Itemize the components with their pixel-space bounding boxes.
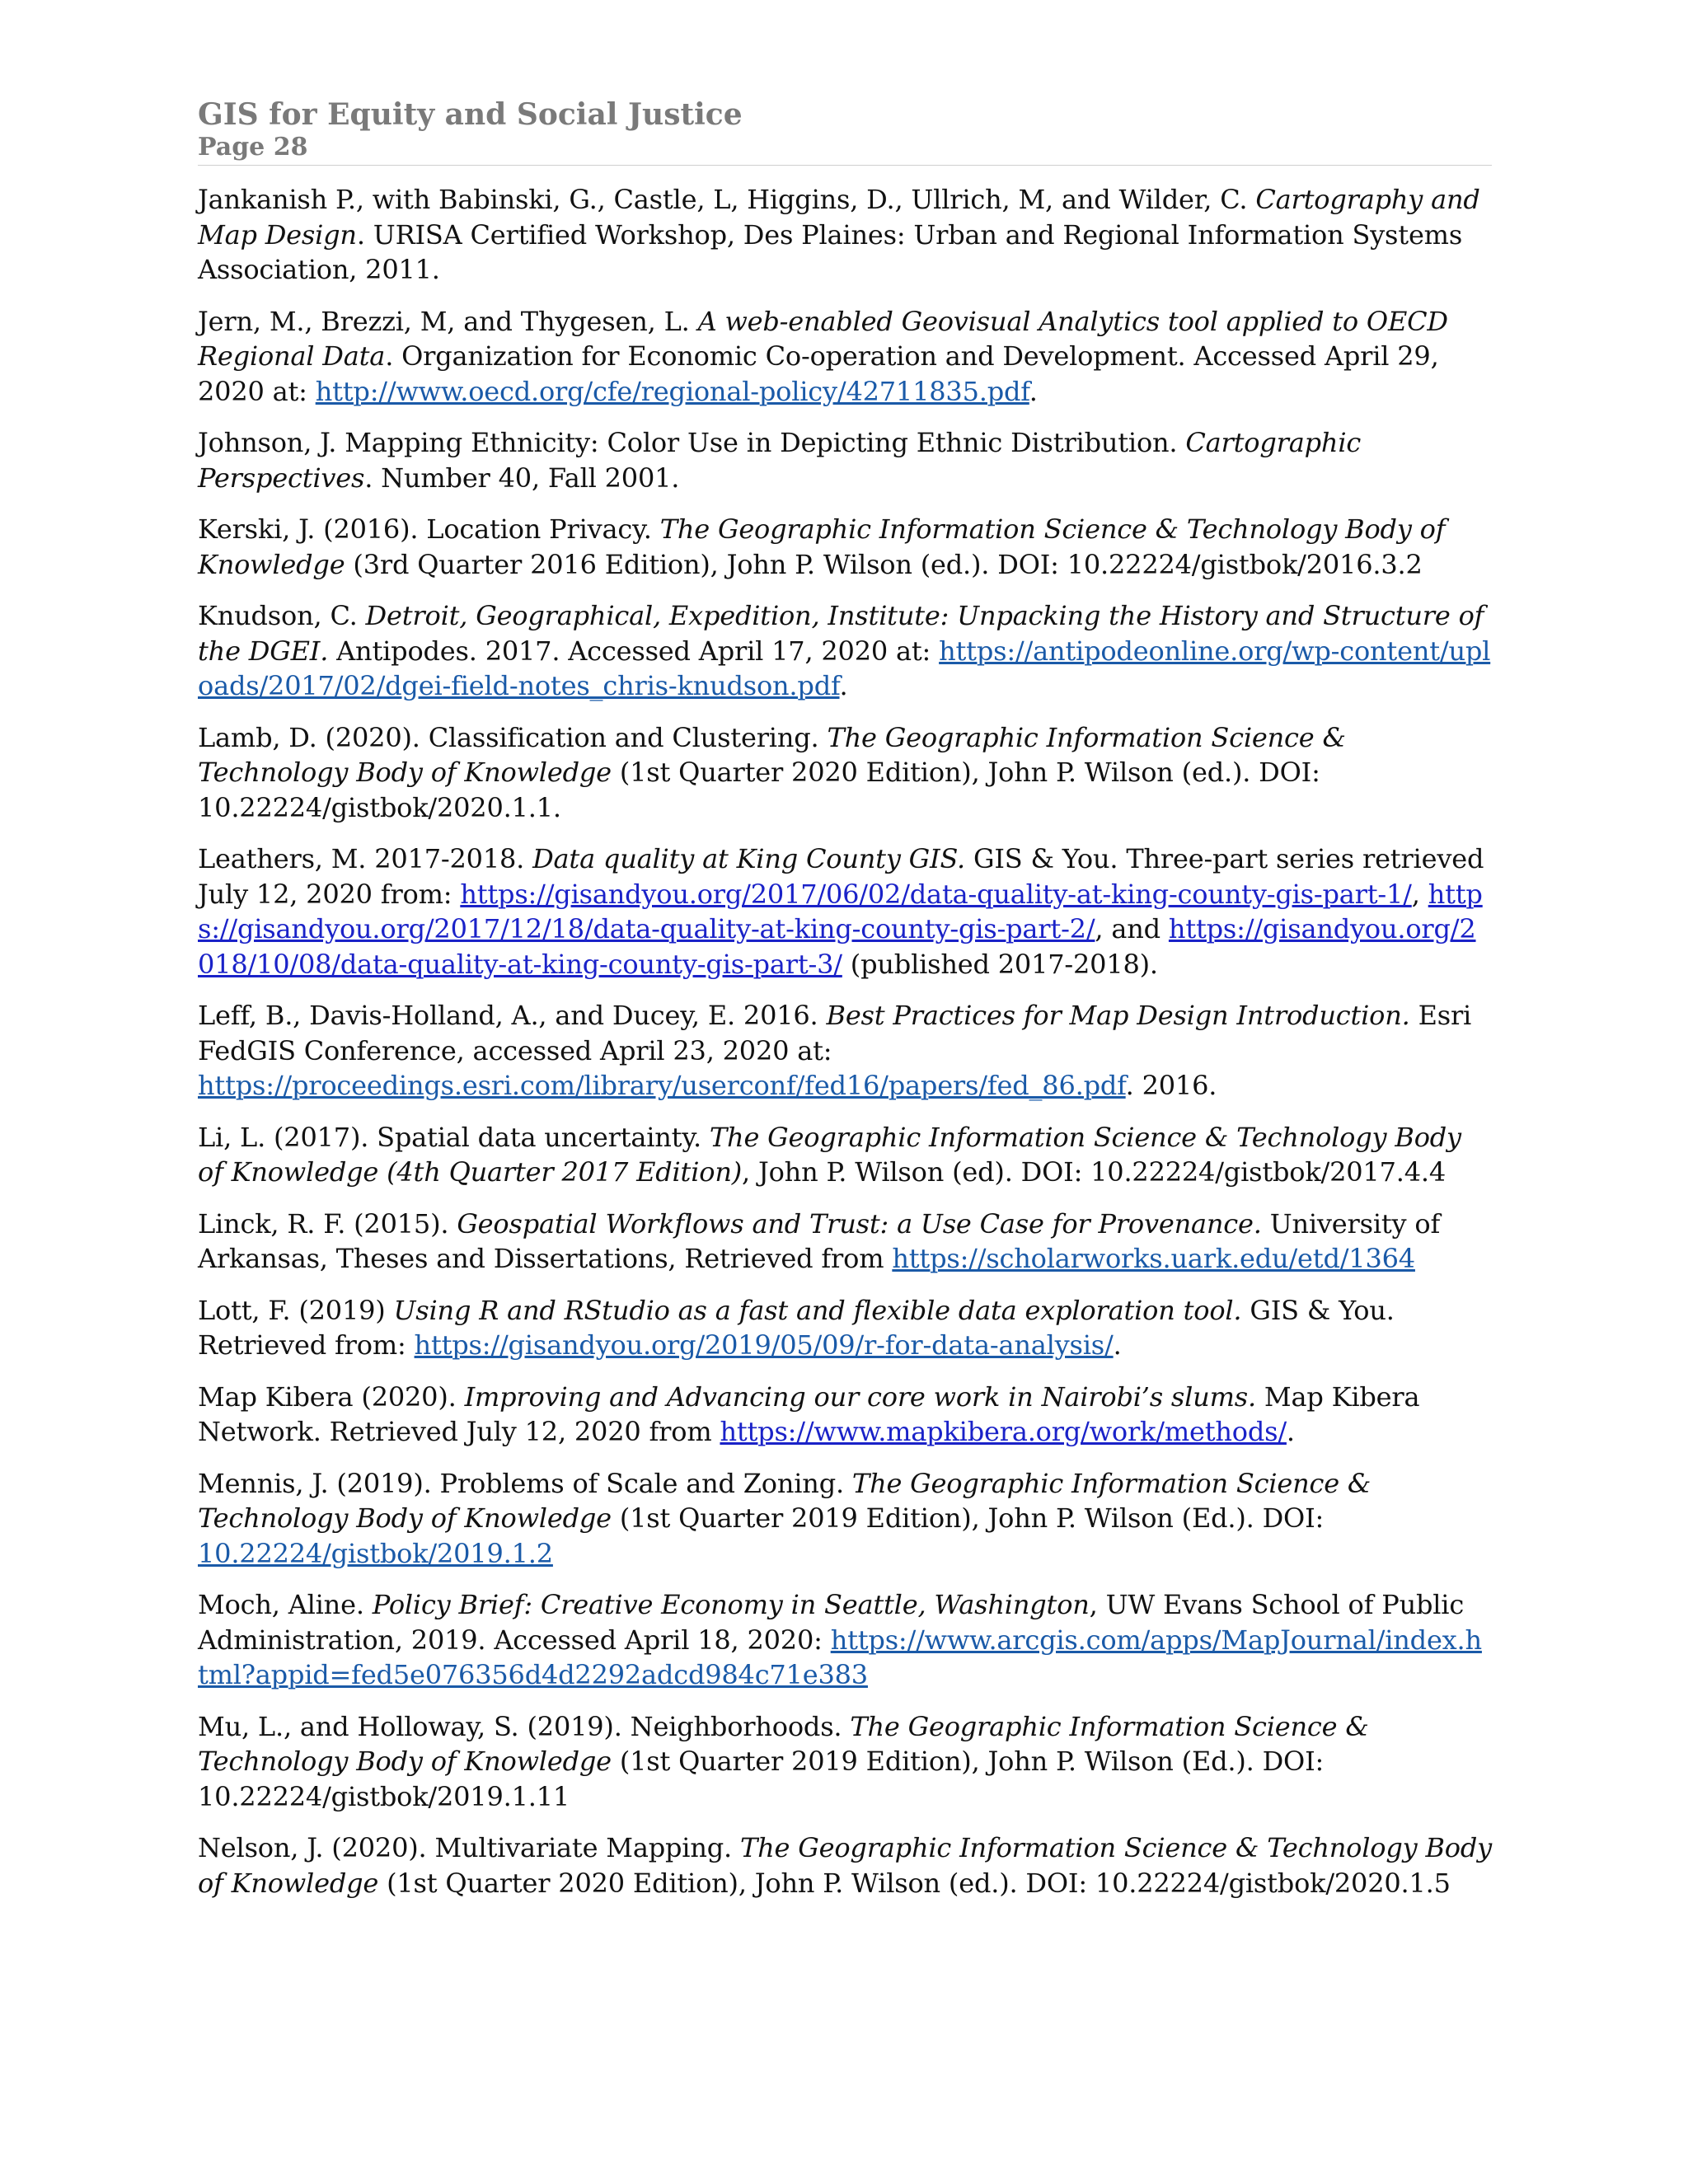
ref-text: Moch, Aline. [198,1589,373,1620]
reference-mapkibera [198,1380,1492,1450]
ref-text: Lott, F. (2019) [198,1294,394,1326]
ref-title: The Geographic Information Science & Technology Body of Knowledge [198,1710,1369,1777]
reference-nelson [198,1830,1492,1900]
reference-johnson [198,425,1492,495]
reference-jern [198,304,1492,410]
ref-text: Leathers, M. 2017-2018. [198,843,533,874]
reference-mu [198,1709,1492,1815]
reference-knudson [198,598,1492,704]
ref-text: Antipodes. 2017. Accessed April 17, 2020 at: [328,635,940,667]
page-header [198,97,1492,166]
ref-text: Nelson, J. (2020). Multivariate Mapping. [198,1832,740,1863]
reference-leff [198,998,1492,1104]
ref-title: The Geographic Information Science & Technology Body of Knowledge [198,513,1446,580]
ref-text: (3rd Quarter 2016 Edition), John P. Wilson (ed.). DOI: 10.22224/gistbok/2016.3.2 [345,548,1423,580]
reference-li [198,1120,1492,1190]
ref-text: Mennis, J. (2019). Problems of Scale and Zoning. [198,1467,852,1499]
ref-link[interactable]: 10.22224/gistbok/2019.1.2 [198,1537,553,1569]
ref-text: Li, L. (2017). Spatial data uncertainty. [198,1121,710,1153]
ref-title: A web-enabled Geovisual Analytics tool applied to OECD Regional Data [198,305,1448,372]
ref-link[interactable]: https://gisandyou.org/2018/10/08/data-quality-at-king-county-gis-part-3/ [198,913,1476,980]
ref-text: Knudson, C. [198,600,366,631]
ref-text: . 2016. [1125,1070,1217,1101]
ref-text: . [1286,1416,1295,1447]
ref-text: Kerski, J. (2016). Location Privacy. [198,513,660,545]
ref-title: The Geographic Information Science & Technology Body of Knowledge (4th Quarter 2017 Edition) [198,1121,1461,1188]
ref-text: . URISA Certified Workshop, Des Plaines: Urban and Regional Information Systems Association, 2011. [198,218,1463,285]
ref-text: (1st Quarter 2020 Edition), John P. Wilson (ed.). DOI: 10.22224/gistbok/2020.1.1. [198,757,1320,823]
ref-title: Using R and RStudio as a fast and flexible data exploration tool. [393,1294,1242,1326]
ref-title: Improving and Advancing our core work in Nairobi’s slums. [464,1380,1256,1413]
ref-link[interactable]: https://gisandyou.org/2017/06/02/data-quality-at-king-county-gis-part-1/ [460,878,1412,910]
ref-text: , [1411,878,1428,910]
ref-text: . Organization for Economic Co-operation and Development. Accessed April 29, 2020 at: [198,340,1439,407]
reference-mennis [198,1466,1492,1572]
reference-lott [198,1293,1492,1363]
ref-title: The Geographic Information Science & Technology Body of Knowledge [198,1832,1493,1899]
document-page [198,97,1492,1917]
ref-text: . [1113,1329,1122,1361]
document-title: GIS for Equity and Social Justice [198,97,743,132]
ref-text: (1st Quarter 2019 Edition), John P. Wilson (Ed.). DOI: [611,1502,1325,1534]
reference-jankanish [198,182,1492,288]
ref-link[interactable]: https://gisandyou.org/2019/05/09/r-for-data-analysis/ [414,1329,1114,1361]
ref-text: (published 2017-2018). [842,948,1158,980]
ref-link[interactable]: https://www.mapkibera.org/work/methods/ [720,1416,1287,1447]
ref-text: , John P. Wilson (ed). DOI: 10.22224/gistbok/2017.4.4 [742,1156,1447,1188]
reference-moch [198,1587,1492,1693]
ref-text: . [1029,375,1038,407]
ref-title: Geospatial Workflows and Trust: a Use Case for Provenance. [457,1207,1262,1240]
ref-title: Data quality at King County GIS. [532,843,966,874]
ref-title: Cartography and Map Design [198,184,1480,251]
ref-text: , UW Evans School of Public Administration, 2019. Accessed April 18, 2020: [198,1589,1465,1656]
ref-link[interactable]: https://antipodeonline.org/wp-content/uploads/2017/02/dgei-field-notes_chris-knudson.pdf [198,635,1491,701]
ref-text: (1st Quarter 2020 Edition), John P. Wilson (ed.). DOI: 10.22224/gistbok/2020.1.5 [378,1867,1451,1899]
ref-text: Lamb, D. (2020). Classification and Clustering. [198,721,828,753]
ref-text: , and [1095,913,1169,944]
ref-text: University of Arkansas, Theses and Dissertations, Retrieved from [198,1207,1441,1274]
ref-title: The Geographic Information Science & Technology Body of Knowledge [198,1467,1372,1534]
ref-text: . [839,670,848,701]
ref-title: The Geographic Information Science & Technology Body of Knowledge [198,721,1346,788]
ref-text: Esri FedGIS Conference, accessed April 23, 2020 at: [198,1000,1472,1066]
ref-text: Linck, R. F. (2015). [198,1207,457,1240]
reference-linck [198,1207,1492,1277]
ref-link[interactable]: https://gisandyou.org/2017/12/18/data-quality-at-king-county-gis-part-2/ [198,878,1483,944]
ref-text: GIS & You. Three-part series retrieved July 12, 2020 from: [198,843,1484,910]
ref-link[interactable]: https://scholarworks.uark.edu/etd/1364 [892,1243,1415,1274]
ref-link[interactable]: https://www.arcgis.com/apps/MapJournal/index.html?appid=fed5e076356d4d2292adcd984c71e383 [198,1624,1482,1690]
ref-title: Detroit, Geographical, Expedition, Institute: Unpacking the History and Structure of the DGEI. [198,600,1484,667]
ref-text: . Number 40, Fall 2001. [364,462,680,494]
ref-link[interactable]: http://www.oecd.org/cfe/regional-policy/42711835.pdf [315,375,1029,407]
reference-list [198,182,1492,1900]
ref-text: (1st Quarter 2019 Edition), John P. Wilson (Ed.). DOI: 10.22224/gistbok/2019.1.11 [198,1746,1325,1812]
ref-title: Best Practices for Map Design Introduction. [826,1000,1410,1031]
ref-text: Map Kibera (2020). [198,1380,465,1413]
reference-leathers [198,841,1492,982]
ref-text: Map Kibera Network. Retrieved July 12, 2020 from [198,1380,1420,1447]
ref-text: Jern, M., Brezzi, M, and Thygesen, L. [198,305,698,337]
ref-text: Jankanish P., with Babinski, G., Castle, L, Higgins, D., Ullrich, M, and Wilder, C. [198,184,1256,215]
ref-text: Johnson, J. Mapping Ethnicity: Color Use in Depicting Ethnic Distribution. [198,427,1186,458]
reference-lamb [198,720,1492,826]
ref-text: Mu, L., and Holloway, S. (2019). Neighborhoods. [198,1710,851,1742]
ref-title: Cartographic Perspectives [198,427,1362,494]
page-number: Page 28 [198,133,308,162]
reference-kerski [198,512,1492,582]
ref-title: Policy Brief: Creative Economy in Seattle, Washington [372,1589,1090,1620]
ref-text: GIS & You. Retrieved from: [198,1294,1395,1361]
ref-link[interactable]: https://proceedings.esri.com/library/userconf/fed16/papers/fed_86.pdf [198,1070,1126,1101]
ref-text: Leff, B., Davis-Holland, A., and Ducey, E. 2016. [198,1000,827,1031]
